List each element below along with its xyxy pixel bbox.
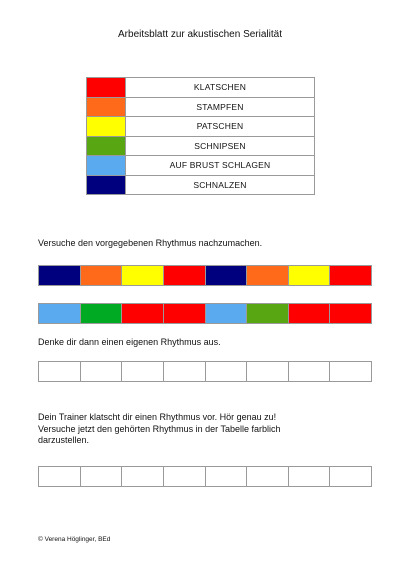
empty-rhythm-cell[interactable]: [80, 467, 122, 486]
rhythm-cell: [288, 304, 330, 323]
empty-rhythm-row-2[interactable]: [38, 466, 372, 487]
empty-rhythm-cell[interactable]: [329, 467, 371, 486]
copyright-footer: © Verena Höglinger, BEd: [38, 536, 111, 543]
rhythm-row-1: [38, 265, 372, 286]
instruction-imitate: Versuche den vorgegebenen Rhythmus nachzumachen.: [38, 238, 263, 248]
rhythm-cell: [329, 266, 371, 285]
legend-row: [87, 78, 315, 98]
instruction-trainer: [38, 412, 378, 447]
instruction-trainer-line-2: Versuche jetzt den gehörten Rhythmus in der Tabelle farblich: [38, 423, 281, 434]
rhythm-cell: [121, 266, 163, 285]
empty-rhythm-cell[interactable]: [80, 362, 122, 381]
rhythm-cell: [39, 266, 80, 285]
legend-color-swatch: [87, 156, 126, 176]
empty-rhythm-row-1[interactable]: [38, 361, 372, 382]
rhythm-cell: [39, 304, 80, 323]
rhythm-row-2: [38, 303, 372, 324]
empty-rhythm-cell[interactable]: [205, 362, 247, 381]
legend-row: [87, 175, 315, 195]
empty-rhythm-cell[interactable]: [39, 362, 80, 381]
rhythm-cell: [121, 304, 163, 323]
legend-label: AUF BRUST SCHLAGEN: [126, 156, 315, 176]
legend-label: KLATSCHEN: [126, 78, 315, 98]
rhythm-cell: [246, 304, 288, 323]
legend-color-swatch: [87, 78, 126, 98]
empty-rhythm-cell[interactable]: [39, 467, 80, 486]
legend-row: [87, 156, 315, 176]
legend-color-swatch: [87, 97, 126, 117]
empty-rhythm-cell[interactable]: [121, 467, 163, 486]
rhythm-cell: [329, 304, 371, 323]
empty-rhythm-cell[interactable]: [329, 362, 371, 381]
rhythm-cell: [80, 266, 122, 285]
empty-rhythm-cell[interactable]: [205, 467, 247, 486]
legend-row: [87, 97, 315, 117]
instruction-trainer-line-3: darzustellen.: [38, 435, 90, 445]
empty-rhythm-cell[interactable]: [163, 362, 205, 381]
legend-label: SCHNALZEN: [126, 175, 315, 195]
legend-color-swatch: [87, 136, 126, 156]
empty-rhythm-cell[interactable]: [121, 362, 163, 381]
legend-row: [87, 136, 315, 156]
rhythm-cell: [163, 304, 205, 323]
rhythm-cell: [80, 304, 122, 323]
legend-label: SCHNIPSEN: [126, 136, 315, 156]
rhythm-cell: [246, 266, 288, 285]
empty-rhythm-cell[interactable]: [288, 362, 330, 381]
color-legend-table: [86, 77, 315, 195]
empty-rhythm-cell[interactable]: [246, 467, 288, 486]
empty-rhythm-cell[interactable]: [163, 467, 205, 486]
instruction-own-rhythm: Denke dir dann einen eigenen Rhythmus aus.: [38, 337, 221, 347]
legend-label: PATSCHEN: [126, 117, 315, 137]
legend-label: STAMPFEN: [126, 97, 315, 117]
legend-color-swatch: [87, 117, 126, 137]
rhythm-cell: [163, 266, 205, 285]
legend-row: [87, 117, 315, 137]
empty-rhythm-cell[interactable]: [246, 362, 288, 381]
legend-color-swatch: [87, 175, 126, 195]
rhythm-cell: [288, 266, 330, 285]
rhythm-cell: [205, 304, 247, 323]
empty-rhythm-cell[interactable]: [288, 467, 330, 486]
page-title: Arbeitsblatt zur akustischen Serialität: [118, 29, 282, 40]
rhythm-cell: [205, 266, 247, 285]
instruction-trainer-line-1: Dein Trainer klatscht dir einen Rhythmus vor. Hör genau zu!: [38, 412, 277, 422]
